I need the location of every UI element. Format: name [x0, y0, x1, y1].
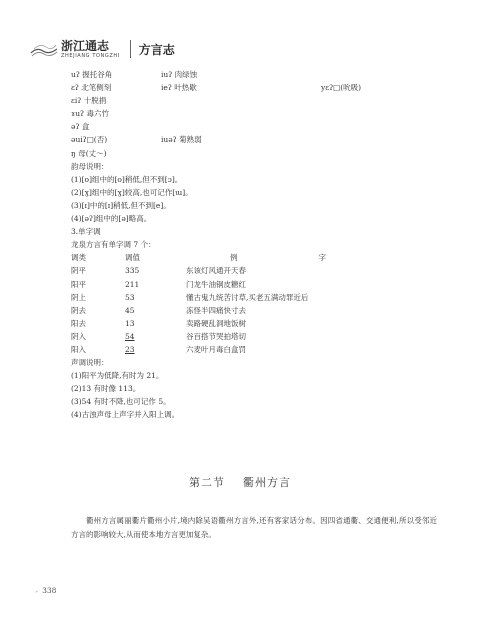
finals-note: (3)[ɪ]中的[ɪ]稍低,但不到[e]。 — [71, 200, 171, 210]
tone-value: 54 — [125, 331, 135, 341]
column-header: 调类 — [71, 253, 86, 263]
logo-title: 浙江通志 — [61, 38, 110, 53]
section-heading — [0, 474, 480, 490]
tone-examples: 冻怪半四痛快寸去 — [186, 305, 246, 315]
tone-category: 阴上 — [71, 292, 86, 302]
tones-note: (3)54 有时不降,也可记作 5。 — [71, 397, 171, 407]
logo-subtitle: ZHEJIANG TONGZHI — [61, 52, 120, 59]
tone-examples: 东该灯风通开天春 — [186, 266, 246, 276]
column-header: 例 字 — [230, 253, 348, 263]
final-entry: ieʔ 叶热歇 — [161, 83, 197, 93]
finals-row — [71, 68, 431, 81]
tone-value: 211 — [125, 279, 140, 289]
final-entry: iuəʔ 菊熟弱 — [161, 135, 202, 145]
tone-category: 阴入 — [71, 331, 86, 341]
tone-value: 335 — [125, 266, 140, 276]
finals-row — [71, 133, 431, 146]
page-marker-icon: » — [35, 589, 39, 595]
table-row — [71, 304, 431, 317]
column-header: 调值 — [125, 253, 140, 263]
tone-examples: 谷百搭节哭拍塔切 — [186, 331, 246, 341]
final-entry: uʔ 握托谷角 — [71, 70, 113, 79]
header-divider — [130, 40, 131, 58]
finals-list — [71, 68, 431, 160]
section-name: 衢州方言 — [243, 476, 291, 489]
final-entry: ɛʔ 北笔侧刻 — [71, 83, 112, 93]
logo — [30, 40, 120, 59]
tones-table-header — [71, 251, 431, 264]
tones-table — [71, 251, 431, 356]
tone-examples: 懂古鬼九统苦讨草,买老五满动罪近后 — [186, 292, 309, 302]
tones-note: (4)古浊声母上声字并入阳上调。 — [71, 410, 180, 420]
tone-value: 53 — [125, 292, 135, 302]
final-entry: ŋ 母(丈～) — [71, 148, 107, 158]
tones-note: (2)13 有时像 113。 — [71, 384, 141, 394]
tone-category: 阳入 — [71, 344, 86, 354]
final-entry: ɛiʔ 十脱捐 — [71, 96, 107, 106]
tone-value: 13 — [125, 318, 135, 328]
finals-row — [71, 81, 431, 94]
table-row — [71, 291, 431, 304]
section-title: 方言志 — [138, 42, 175, 57]
table-row — [71, 330, 431, 343]
finals-row — [71, 120, 431, 133]
tones-intro: 龙泉方言有单字调 7 个： — [71, 240, 156, 250]
tone-examples: 门龙牛油铜皮糖红 — [186, 279, 246, 289]
tone-examples: 卖路硬乱洞地饭树 — [186, 318, 246, 328]
table-row — [71, 278, 431, 291]
finals-row — [71, 94, 431, 107]
finals-note: (2)[ɣ]组中的[ɣ]较高,也可记作[ɯ]。 — [71, 187, 193, 197]
tone-category: 阴去 — [71, 305, 86, 315]
table-row — [71, 317, 431, 330]
tone-category: 阴平 — [71, 266, 86, 276]
finals-row — [71, 147, 431, 160]
final-entry: ɤuʔ 毒六竹 — [71, 109, 109, 119]
final-entry: yɛʔ□(吮吸) — [321, 83, 362, 93]
page-number: 338 — [42, 586, 57, 595]
tone-examples: 六麦叶月毒白盒罚 — [186, 344, 246, 354]
page-header — [30, 38, 175, 60]
main-content — [71, 68, 431, 422]
tone-category: 阳去 — [71, 318, 86, 328]
finals-note: (4)[əʔ]组中的[ə]略高。 — [71, 214, 152, 224]
tone-value: 23 — [125, 344, 135, 354]
final-entry: əʔ 盒 — [71, 122, 90, 132]
section-number: 第二节 — [189, 476, 225, 489]
logo-wave-icon — [30, 40, 58, 58]
finals-note: (1)[o]组中的[o]稍低,但不到[ɔ]。 — [71, 174, 183, 184]
page-footer — [35, 586, 56, 595]
tones-notes-title: 声调说明： — [71, 358, 109, 368]
tone-category: 阳平 — [71, 279, 86, 289]
table-row — [71, 343, 431, 356]
tones-heading: 3.单字调 — [71, 227, 101, 237]
tones-note: (1)阳平为低降,有时为 21。 — [71, 371, 164, 381]
body-paragraph: 衢州方言属丽衢片衢州小片,境内除吴语衢州方言外,还有客家话分布。因四省通衢、交通便利,所以受邻近方言的影响较大,从而使本地方言更加复杂。 — [71, 516, 437, 539]
final-entry: iuʔ 肉绿蚀 — [161, 70, 198, 79]
final-entry: əuiʔ□(否) — [71, 135, 108, 145]
finals-notes-title: 韵母说明： — [71, 161, 109, 171]
tone-value: 45 — [125, 305, 135, 315]
table-row — [71, 264, 431, 277]
finals-row — [71, 107, 431, 120]
